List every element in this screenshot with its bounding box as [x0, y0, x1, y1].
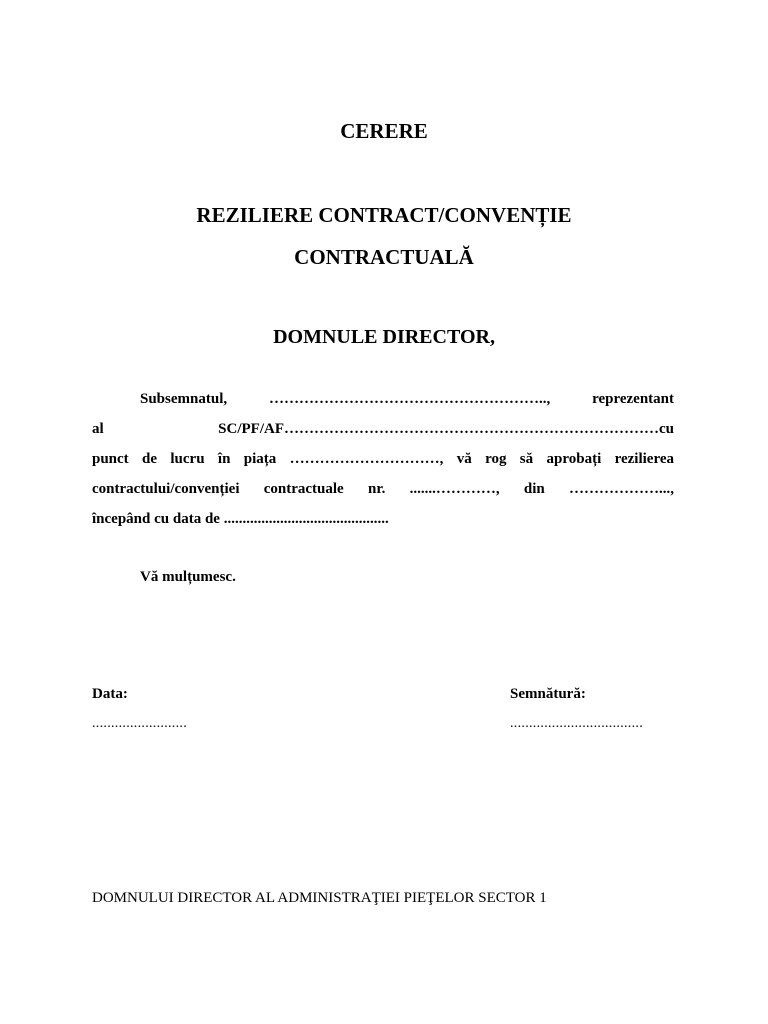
addressee-line: DOMNULUI DIRECTOR AL ADMINISTRAŢIEI PIEŢELOR SECTOR 1: [92, 890, 547, 906]
document-subtitle-line-1: REZILIERE CONTRACT/CONVENȚIE: [196, 203, 572, 227]
date-placeholder: .........................: [92, 716, 187, 731]
salutation: DOMNULE DIRECTOR,: [273, 326, 495, 348]
signature-placeholder: ...................................: [510, 716, 643, 731]
signature-label: Semnătură:: [510, 686, 586, 702]
body-line: Subsemnatul, ……………………………………………….., reprezentant: [140, 391, 674, 407]
body-line: al SC/PF/AF…………………………………………………………………cu: [92, 421, 674, 437]
body-line: punct de lucru în piața …………………………, vă rog să aprobați rezilierea: [92, 451, 674, 467]
document-subtitle-line-2: CONTRACTUALĂ: [294, 245, 474, 269]
document-title: CERERE: [340, 119, 428, 143]
date-label: Data:: [92, 686, 128, 702]
body-line: contractului/convenției contractuale nr. .......…………, din ………………...,: [92, 481, 674, 497]
body-line: începând cu data de ............................................: [92, 511, 389, 527]
closing-text: Vă mulțumesc.: [140, 569, 236, 585]
